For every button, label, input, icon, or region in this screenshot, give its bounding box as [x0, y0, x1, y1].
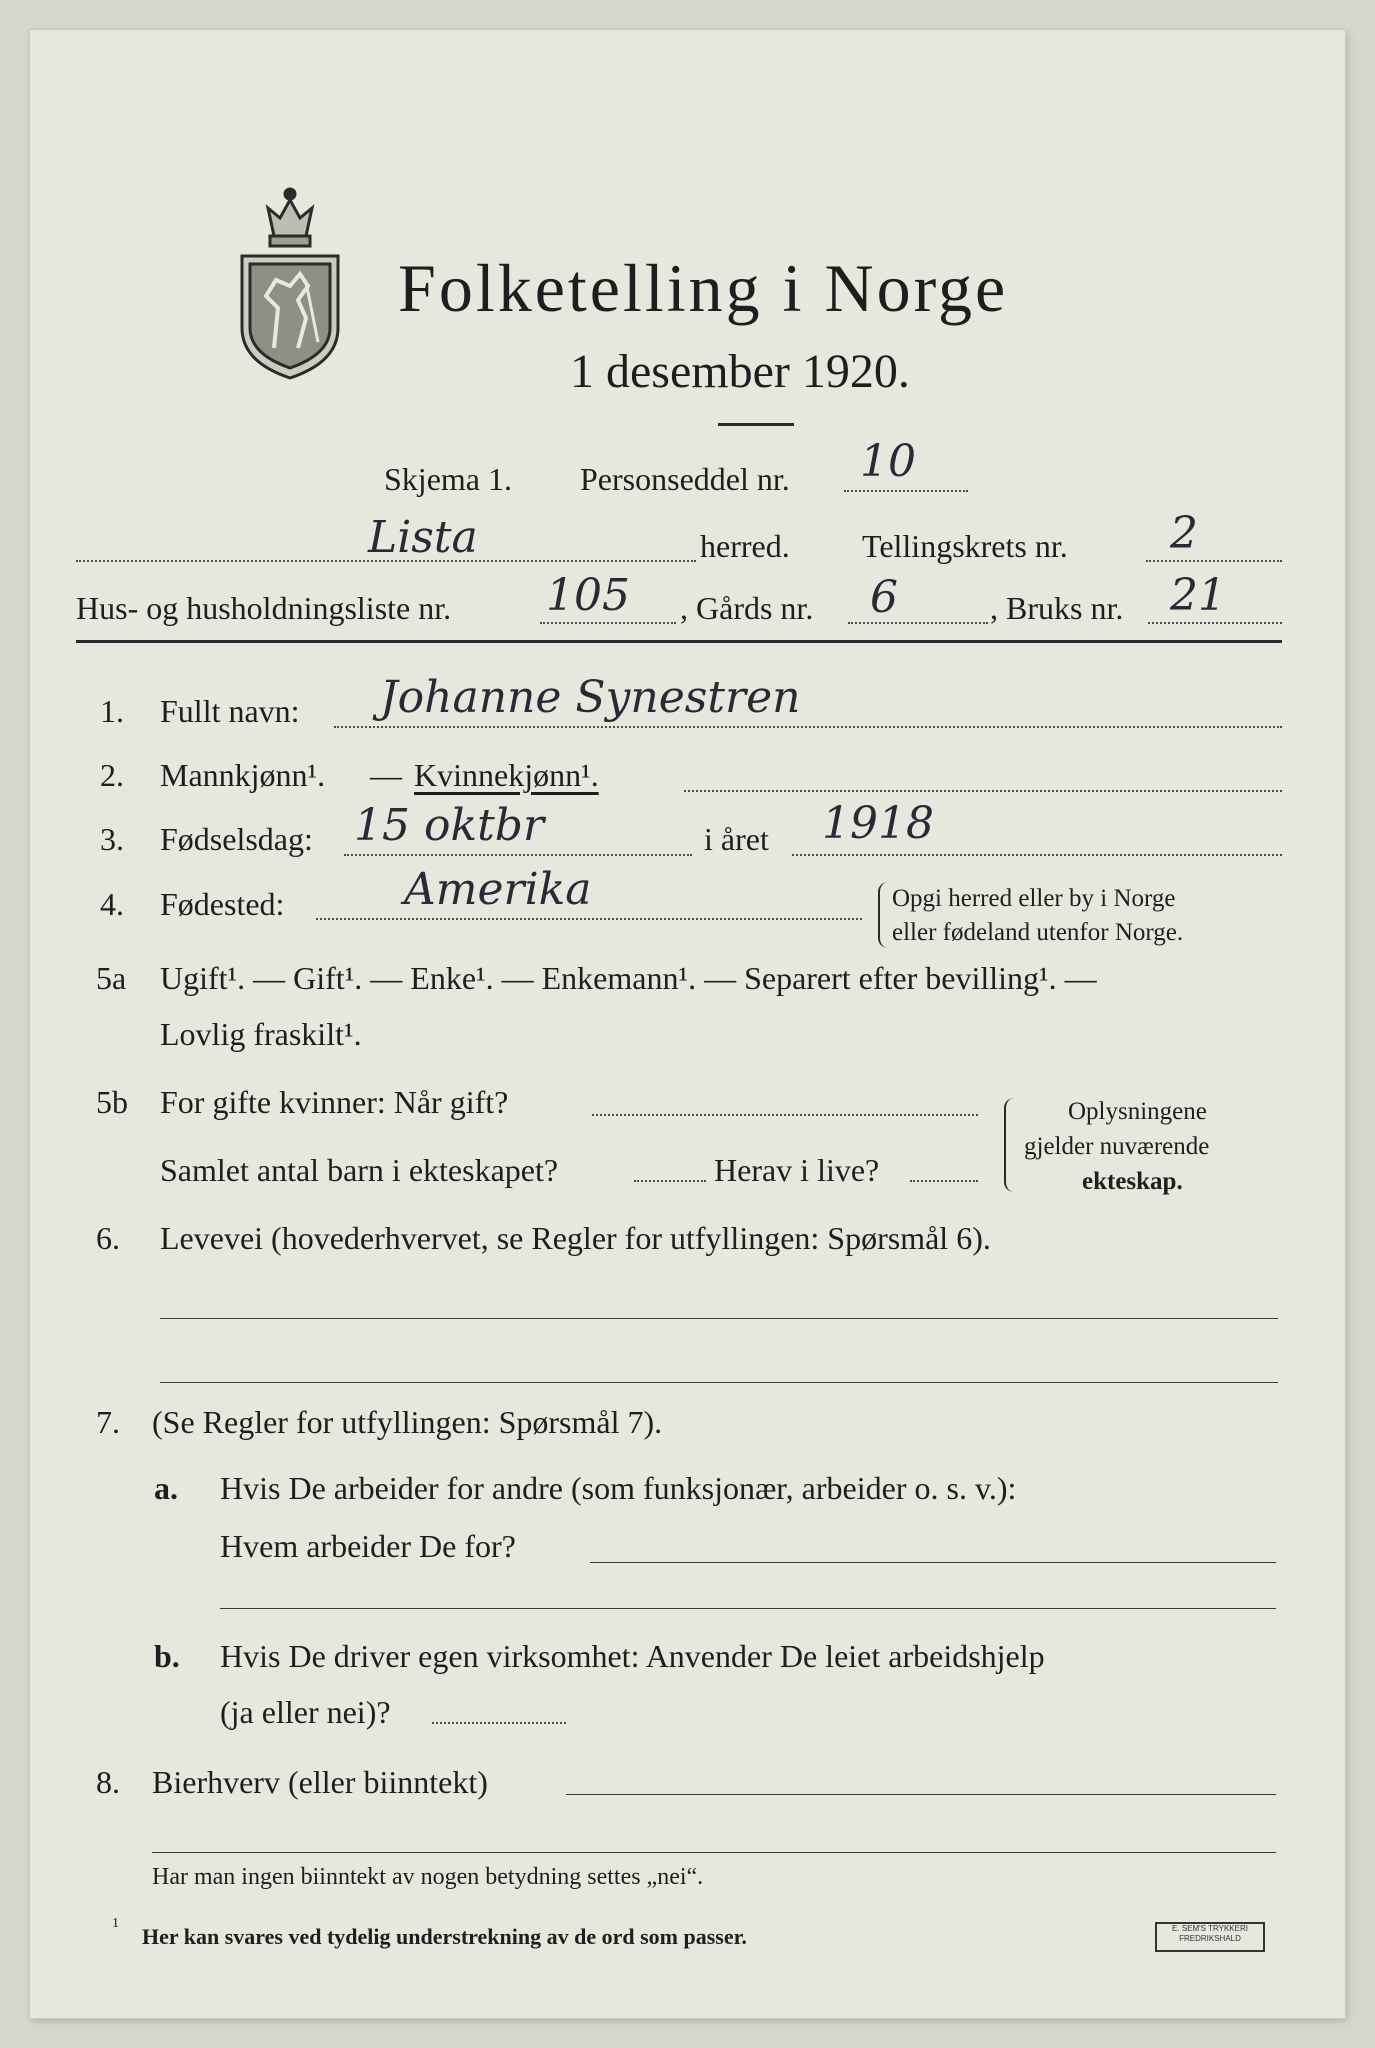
- gards-line: [848, 622, 988, 624]
- q7a-line1: Hvis De arbeider for andre (som funksjonær, arbeider o. s. v.):: [220, 1470, 1017, 1506]
- herav-i-live-field[interactable]: [910, 1180, 978, 1182]
- q1-line: [334, 726, 1282, 728]
- q2-number: 2.: [100, 757, 124, 793]
- q3-label: Fødselsdag:: [160, 821, 313, 857]
- personseddel-field[interactable]: 10: [860, 436, 916, 487]
- q7-label: (Se Regler for utfyllingen: Spørsmål 7).: [152, 1404, 663, 1440]
- q6-label: Levevei (hovederhvervet, se Regler for utfyllingen: Spørsmål 6).: [160, 1220, 991, 1256]
- levevei-field-line2[interactable]: [160, 1382, 1278, 1383]
- q4-label: Fødested:: [160, 886, 285, 922]
- printer-stamp-line1: E. SEM'S TRYKKERI: [1172, 1924, 1248, 1933]
- husliste-field[interactable]: 105: [546, 570, 630, 621]
- bruks-field[interactable]: 21: [1170, 570, 1226, 621]
- personseddel-line: [844, 490, 968, 492]
- norwegian-coat-of-arms-icon: [234, 178, 346, 380]
- tellingskrets-field[interactable]: 2: [1170, 508, 1198, 559]
- herred-label: herred.: [700, 528, 790, 564]
- section-divider: [76, 640, 1282, 643]
- printer-stamp: [1155, 1922, 1265, 1952]
- q7a-line2: Hvem arbeider De for?: [220, 1528, 516, 1564]
- male-option[interactable]: Mannkjønn¹.: [160, 757, 326, 793]
- antal-barn-field[interactable]: [634, 1180, 706, 1182]
- q1-number: 1.: [100, 693, 124, 729]
- q8-label: Bierhverv (eller biinntekt): [152, 1764, 488, 1800]
- q7b-line1: Hvis De driver egen virksomhet: Anvender De leiet arbeidshjelp: [220, 1638, 1045, 1674]
- q5b-note-brace: [1004, 1098, 1016, 1192]
- form-title: Folketelling i Norge: [398, 250, 1009, 326]
- q4-note-brace: [878, 882, 890, 948]
- fodested-field[interactable]: Amerika: [404, 864, 592, 915]
- gards-label: , Gårds nr.: [680, 590, 814, 626]
- q7-number: 7.: [96, 1404, 120, 1440]
- gards-field[interactable]: 6: [870, 572, 898, 623]
- printer-stamp-line2: FREDRIKSHALD: [1179, 1934, 1241, 1943]
- civil-status-options[interactable]: Ugift¹. — Gift¹. — Enke¹. — Enkemann¹. — Separert efter bevilling¹. —: [160, 960, 1097, 996]
- tellingskrets-line: [1146, 560, 1282, 562]
- q5a-number: 5a: [96, 960, 127, 996]
- bierhverv-field-line2[interactable]: [152, 1852, 1276, 1853]
- personseddel-label: Personseddel nr.: [580, 461, 790, 497]
- q6-number: 6.: [96, 1220, 120, 1256]
- q5b-note-line3: ekteskap.: [1082, 1168, 1183, 1195]
- q5b-married-label: For gifte kvinner: Når gift?: [160, 1084, 509, 1120]
- q5b-note-line1: Oplysningene: [1068, 1098, 1207, 1125]
- q7b-line2: (ja eller nei)?: [220, 1694, 391, 1730]
- q5b-children-label: Samlet antal barn i ekteskapet?: [160, 1152, 559, 1188]
- husliste-label: Hus- og husholdningsliste nr.: [76, 590, 452, 626]
- arbeidsgiver-field[interactable]: [590, 1562, 1276, 1563]
- tellingskrets-label: Tellingskrets nr.: [862, 528, 1068, 564]
- husliste-line: [540, 622, 676, 624]
- q5b-alive-label: Herav i live?: [714, 1152, 880, 1188]
- q5b-note-line2: gjelder nuværende: [1024, 1133, 1210, 1160]
- no-income-note: Har man ingen biinntekt av nogen betydning settes „nei“.: [152, 1864, 704, 1890]
- q7b-letter: b.: [154, 1638, 180, 1674]
- footnote-text: Her kan svares ved tydelig understrekning av de ord som passer.: [142, 1924, 747, 1949]
- bruks-label: , Bruks nr.: [990, 590, 1124, 626]
- civil-status-fraskilt-option[interactable]: Lovlig fraskilt¹.: [160, 1016, 362, 1052]
- q3-number: 3.: [100, 821, 124, 857]
- bruks-line: [1148, 622, 1282, 624]
- bierhverv-field[interactable]: [566, 1794, 1276, 1795]
- fullt-navn-field[interactable]: Johanne Synestren: [380, 672, 801, 723]
- q4-line: [316, 918, 862, 920]
- schema-label: Skjema 1.: [384, 461, 512, 497]
- arbeidsgiver-field-line2[interactable]: [220, 1608, 1276, 1609]
- q2-separator: —: [370, 757, 402, 793]
- q7a-letter: a.: [154, 1470, 178, 1506]
- q3-year-line: [792, 854, 1282, 856]
- levevei-field-line1[interactable]: [160, 1318, 1278, 1319]
- q4-note-line1: Opgi herred eller by i Norge: [892, 885, 1176, 912]
- q5b-number: 5b: [96, 1084, 128, 1120]
- q3-day-line: [344, 854, 692, 856]
- q4-note-line2: eller fødeland utenfor Norge.: [892, 919, 1184, 946]
- fodselsdag-field[interactable]: 15 oktbr: [354, 800, 545, 851]
- census-date: 1 desember 1920.: [570, 345, 910, 398]
- footnote-mark: 1: [112, 1916, 119, 1931]
- header-divider: [718, 423, 794, 426]
- naar-gift-field[interactable]: [592, 1114, 978, 1116]
- q2-line: [684, 790, 1282, 792]
- leiet-arbeidshjelp-field[interactable]: [432, 1722, 566, 1724]
- fodselsar-field[interactable]: 1918: [822, 798, 934, 849]
- herred-field[interactable]: Lista: [368, 512, 478, 563]
- q8-number: 8.: [96, 1764, 120, 1800]
- q1-label: Fullt navn:: [160, 693, 300, 729]
- q3-year-label: i året: [704, 821, 769, 857]
- female-option[interactable]: Kvinnekjønn¹.: [414, 757, 599, 793]
- q4-number: 4.: [100, 886, 124, 922]
